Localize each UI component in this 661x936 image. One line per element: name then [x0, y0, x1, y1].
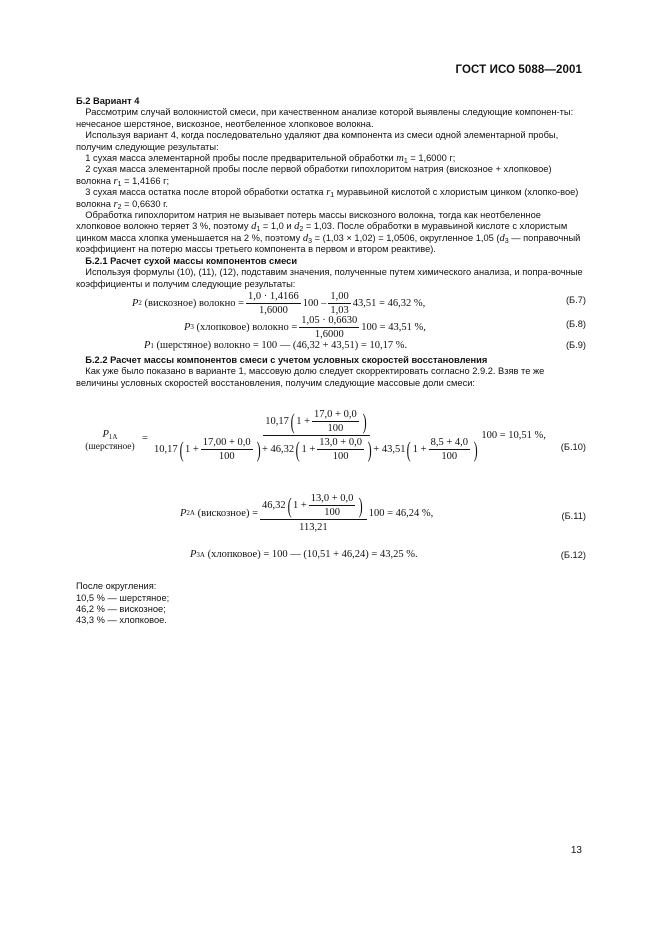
- list-item: 2 сухая масса элементарной пробы после первой обработки гипохлоритом натрия (вискозное + хлопковое) волокна $r_1 = 1,4166$ г;: [76, 164, 552, 188]
- paragraph: Используя вариант 4, когда последовательно удаляют два компонента из смеси одной элементарной пробы, получим следующие результаты:: [76, 130, 559, 152]
- formula-b12: P 3А (хлопковое) = 100 — (10,51 + 46,24) = 43,25 %. (Б.12): [190, 549, 586, 561]
- formula-b8: P 3 (хлопковое) волокно = $\frac{1,05 \cdot 0,6630}{1,6000}$ 100 = 43,51 %, (Б.8): [184, 314, 586, 340]
- list-item: 10,5 % — шерстяное;: [76, 592, 170, 603]
- paragraph: Как уже было показано в варианте 1, массовую долю следует скорректировать согласно 2.9.2. Взяв те же величины условных скоростей восстановления, получим следующие массовые доли смеси:: [76, 366, 545, 388]
- rounding-list: [76, 581, 586, 627]
- paragraph: Обработка гипохлоритом натрия не вызывает потерь массы вискозного волокна, тогда как неотбеленное хлопковое волокно теряет 3 %, поэтому $d_1 = 1,0$ и $d_2 = 1,03$. После обработки в муравьиной кислоте с хлористым цинком масса хлопка уменьшается на 2 %, поэтому $d_3 = (1,03 \times 1,02) = 1,0506$, округленное 1,05 ($d_3$ — поправочный коэффициент на потерю массы третьего компонента в первом и втором реактиве).: [76, 210, 581, 255]
- equation-number: (Б.10): [560, 442, 586, 453]
- page-number: 13: [570, 845, 582, 856]
- section-title-b22: Б.2.2 Расчет массы компонентов смеси с учетом условных скоростей восстановления: [85, 354, 488, 365]
- paragraph: Рассмотрим случай волокнистой смеси, при качественном анализе которой выявлены следующие компонен-ты: нечесаное шерстяное, вискозное, неотбеленное хлопковое волокна.: [76, 107, 574, 129]
- document-body: [76, 96, 586, 627]
- list-item: 3 сухая масса остатка после второй обработки остатка $r_1$ муравьиной кислотой с хлористым цинком (хлопко-вое) волокна $r_2 = 0,6630$ г.: [76, 187, 579, 211]
- document-code-header: ГОСТ ИСО 5088—2001: [455, 64, 582, 76]
- formula-b9: P 1 (шерстяное) волокно = 100 — (46,32 + 43,51) = 10,17 %. (Б.9): [144, 339, 586, 351]
- equation-number: (Б.11): [561, 511, 586, 522]
- formula-b7: P 2 (вискозное) волокно = $\frac{1,0 \cdot 1,4166}{1,6000}$ 100 – $\frac{1,00}{1,03}$ 43,51 = 46,32 %, (Б.7): [132, 290, 586, 316]
- list-item: 43,3 % — хлопковое.: [76, 615, 167, 626]
- list-item: 1 сухая масса элементарной пробы после предварительной обработки $m_1 = 1,6000$ г;: [85, 153, 456, 166]
- section-title-b2: Б.2 Вариант 4: [76, 96, 140, 106]
- formula-b11: P 2А (вискозное) = 46,32 ( 1 + $\frac{13,0 + 0,0}{100}$ ) 113,21 100 = 46,24 %, (Б.11): [180, 492, 586, 534]
- equation-number: (Б.9): [565, 339, 586, 350]
- equation-number: (Б.7): [565, 294, 586, 305]
- section-title-b21: Б.2.1 Расчет сухой массы компонентов смеси: [85, 255, 298, 266]
- paragraph: Используя формулы (10), (11), (12), подставим значения, полученные путем химического анализа, и попра-вочные коэффициенты и получим следующие результаты:: [76, 267, 583, 289]
- equation-number: (Б.12): [560, 550, 586, 561]
- equation-number: (Б.8): [565, 318, 586, 329]
- rounding-title: После округления:: [76, 581, 157, 592]
- formula-b10: $P_{1А}$ (шерстяное) = 10,17 ( 1 + $\frac{17,0 + 0,0}{100}$ ) 10,17 ( 1 + $\frac{17,00 + 0,0}{100}$ ) + 46,32 ( 1 + $\frac{13,0 + 0,0}{100}$ ) + 43,51 ( 1 + $\frac{8,5 + 4,0}{100}$ ) 100 = 10,51 %, (Б.10): [85, 408, 586, 463]
- list-item: 46,2 % — вискозное;: [76, 603, 166, 614]
